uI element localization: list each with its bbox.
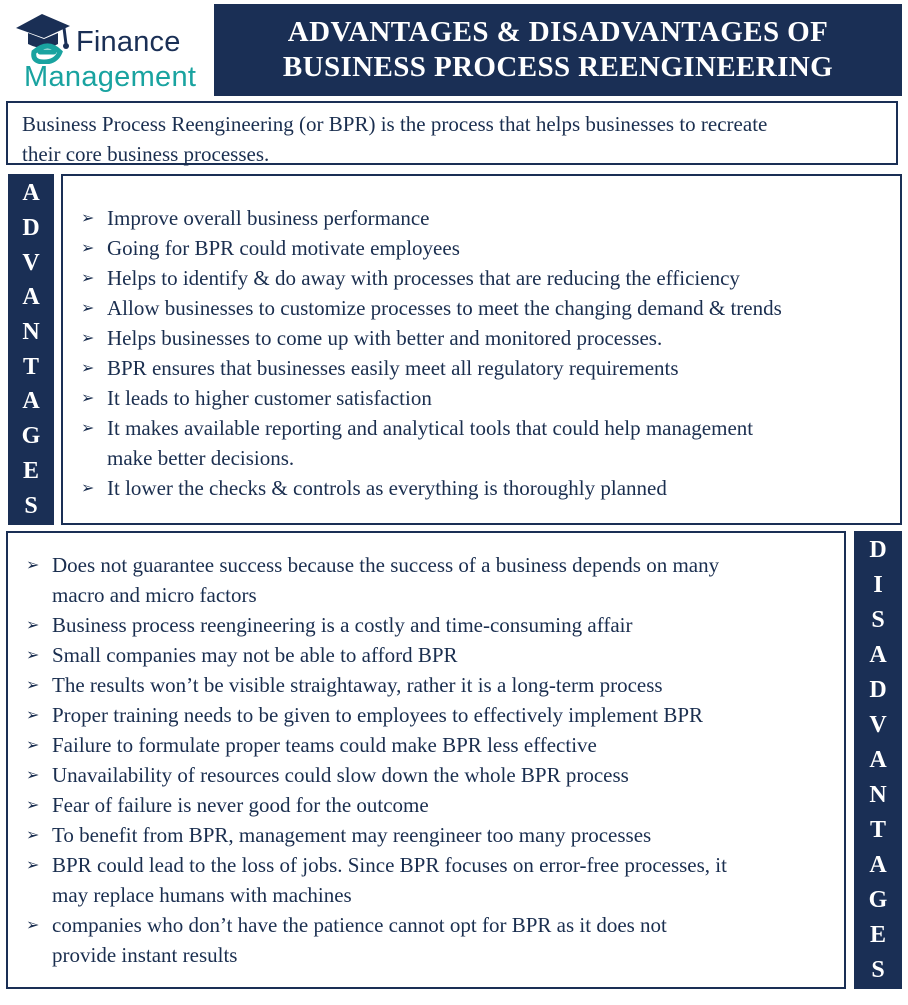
bullet-item xyxy=(26,790,834,820)
label-letter: N xyxy=(22,319,40,346)
bullet-text-line: ➢ It leads to higher customer satisfaction xyxy=(107,386,432,410)
bullet-text-line: ➢ BPR ensures that businesses easily meet all regulatory requirements xyxy=(107,356,679,380)
bullet-text-line: ➢ Going for BPR could motivate employees xyxy=(107,236,460,260)
label-letter: G xyxy=(868,886,888,913)
bullet-text-line: ➢ Business process reengineering is a costly and time-consuming affair xyxy=(52,613,633,637)
label-letter: S xyxy=(871,956,885,983)
label-letter: D xyxy=(869,677,887,704)
bullet-item xyxy=(81,293,890,323)
label-letter: A xyxy=(869,746,887,773)
graduation-cap-e-icon xyxy=(12,8,76,64)
bullet-text-line: make better decisions. xyxy=(107,446,295,470)
label-letter: E xyxy=(869,921,886,948)
label-letter: A xyxy=(22,284,40,311)
bullet-item xyxy=(26,850,834,910)
label-letter: G xyxy=(21,423,41,450)
bullet-text-line: ➢ Helps businesses to come up with better and monitored processes. xyxy=(107,326,663,350)
bullet-item xyxy=(26,670,834,700)
bullet-item xyxy=(26,910,834,970)
logo-management-text: Management xyxy=(24,61,197,93)
title-banner xyxy=(214,4,902,96)
bullet-item xyxy=(26,820,834,850)
bullet-text-line: macro and micro factors xyxy=(52,583,257,607)
bullet-text-line: ➢ Unavailability of resources could slow down the whole BPR process xyxy=(52,763,629,787)
title-line-1: ADVANTAGES & DISADVANTAGES OF xyxy=(287,16,829,48)
bullet-text-line: ➢ Helps to identify & do away with processes that are reducing the efficiency xyxy=(107,266,740,290)
logo xyxy=(8,4,208,96)
advantages-vertical-label xyxy=(8,174,54,525)
label-letter: I xyxy=(873,572,883,599)
bullet-text-line: ➢ Improve overall business performance xyxy=(107,206,430,230)
advantages-box xyxy=(61,174,902,525)
bullet-text-line: ➢ Small companies may not be able to afford BPR xyxy=(52,643,458,667)
disadvantages-vertical-label xyxy=(854,531,902,989)
label-letter: A xyxy=(22,180,40,207)
bullet-text-line: provide instant results xyxy=(52,943,238,967)
label-letter: N xyxy=(869,781,887,808)
bullet-item xyxy=(26,640,834,670)
label-letter: D xyxy=(869,537,887,564)
bullet-item xyxy=(26,760,834,790)
bullet-item xyxy=(26,730,834,760)
label-letter: T xyxy=(869,816,886,843)
bullet-item xyxy=(81,353,890,383)
bullet-text-line: ➢ companies who don’t have the patience cannot opt for BPR as it does not xyxy=(52,913,667,937)
bullet-text-line: ➢ To benefit from BPR, management may reengineer too many processes xyxy=(52,823,652,847)
logo-finance-text: Finance xyxy=(76,26,181,58)
bullet-item xyxy=(81,473,890,503)
label-letter: S xyxy=(24,492,38,519)
bullet-text-line: ➢ Proper training needs to be given to employees to effectively implement BPR xyxy=(52,703,704,727)
label-letter: A xyxy=(22,388,40,415)
label-letter: V xyxy=(22,249,40,276)
disadvantages-box xyxy=(6,531,846,989)
title-line-2: BUSINESS PROCESS REENGINEERING xyxy=(282,51,834,83)
bullet-text-line: ➢ Failure to formulate proper teams could make BPR less effective xyxy=(52,733,597,757)
bullet-text-line: ➢ The results won’t be visible straightaway, rather it is a long-term process xyxy=(52,673,663,697)
label-letter: E xyxy=(22,457,39,484)
bullet-text-line: ➢ BPR could lead to the loss of jobs. Since BPR focuses on error-free processes, it xyxy=(52,853,727,877)
label-letter: V xyxy=(869,712,887,739)
bullet-item xyxy=(26,550,834,610)
bullet-item xyxy=(81,233,890,263)
intro-definition xyxy=(6,101,898,165)
disadvantages-list xyxy=(26,550,834,970)
bullet-item xyxy=(81,383,890,413)
bullet-item xyxy=(26,700,834,730)
label-letter: A xyxy=(869,851,887,878)
intro-line-2: their core business processes. xyxy=(22,142,270,166)
bullet-text-line: ➢ Fear of failure is never good for the outcome xyxy=(52,793,429,817)
bullet-item xyxy=(81,323,890,353)
advantages-list xyxy=(81,203,890,503)
label-letter: D xyxy=(22,215,40,242)
bullet-text-line: ➢ It lower the checks & controls as everything is thoroughly planned xyxy=(107,476,667,500)
label-letter: S xyxy=(871,607,885,634)
bullet-text-line: ➢ It makes available reporting and analytical tools that could help management xyxy=(107,416,754,440)
bullet-item xyxy=(81,413,890,473)
bullet-item xyxy=(81,203,890,233)
label-letter: A xyxy=(869,642,887,669)
bullet-text-line: may replace humans with machines xyxy=(52,883,352,907)
bullet-item xyxy=(81,263,890,293)
bullet-text-line: ➢ Does not guarantee success because the success of a business depends on many xyxy=(52,553,720,577)
bullet-item xyxy=(26,610,834,640)
intro-line-1: Business Process Reengineering (or BPR) is the process that helps businesses to recreate xyxy=(22,112,768,136)
bullet-text-line: ➢ Allow businesses to customize processes to meet the changing demand & trends xyxy=(107,296,782,320)
label-letter: T xyxy=(22,353,39,380)
